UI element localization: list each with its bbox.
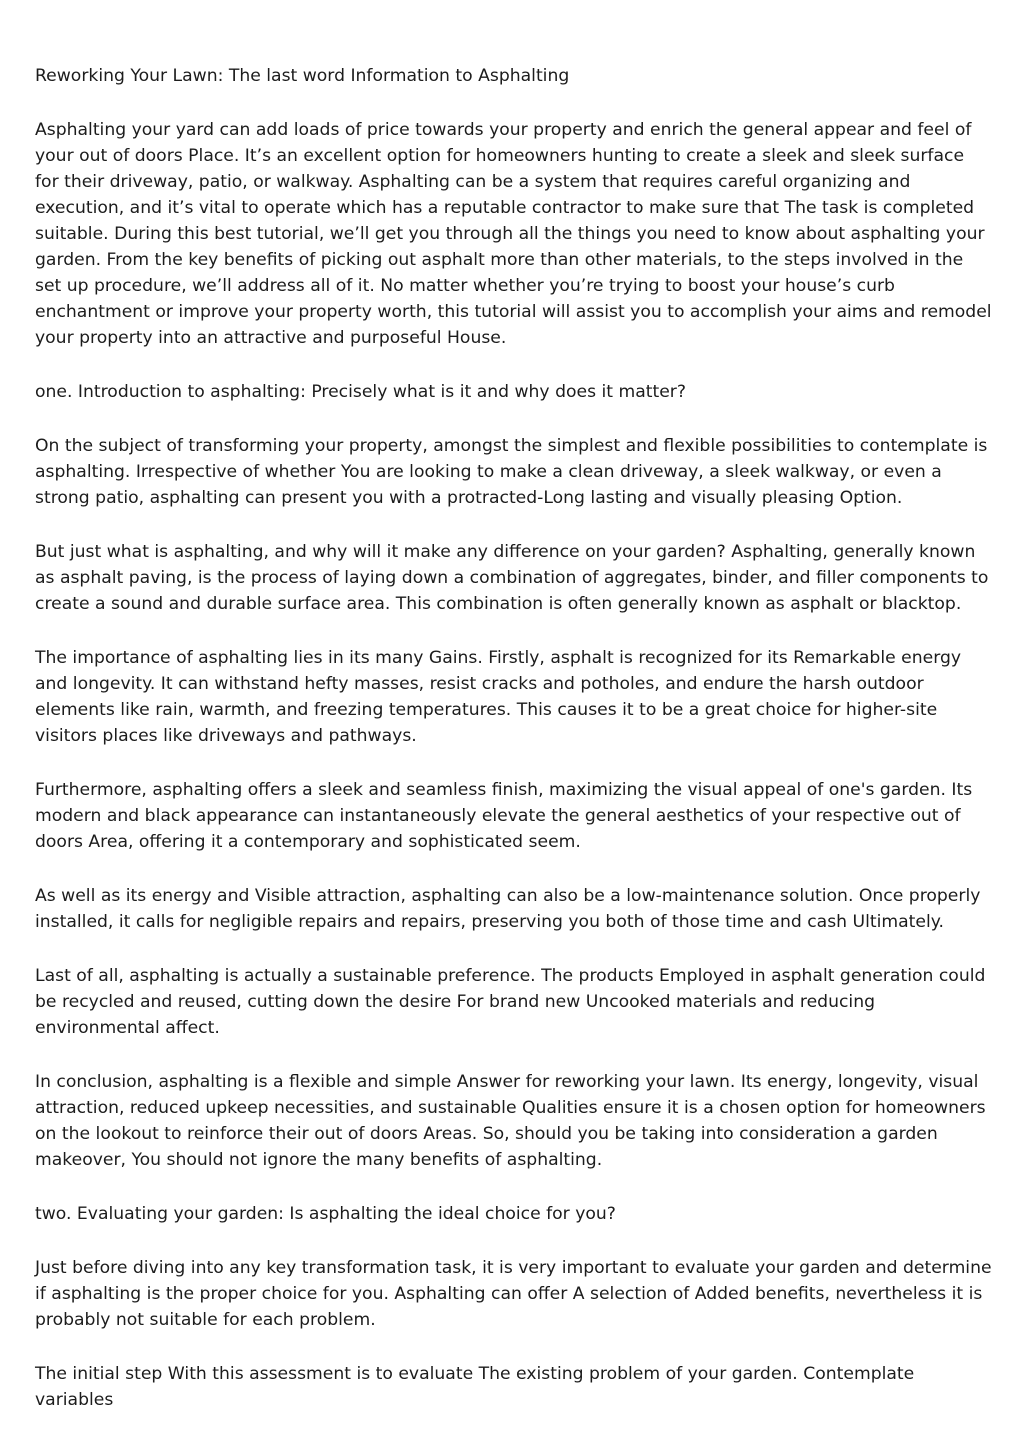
paragraph: Last of all, asphalting is actually a sustainable preference. The products Employed in asphalt generation could be recycled and reused, cutting down the desire For brand new Uncooked materials and reducing environmental affect.	[35, 966, 986, 1038]
section-heading-1: one. Introduction to asphalting: Precisely what is it and why does it matter?	[35, 382, 686, 402]
paragraph: The initial step With this assessment is to evaluate The existing problem of your garden. Contemplate variables	[35, 1364, 915, 1410]
document-title: Reworking Your Lawn: The last word Information to Asphalting	[35, 66, 570, 86]
paragraph: In conclusion, asphalting is a flexible and simple Answer for reworking your lawn. Its energy, longevity, visual attraction, reduced upkeep necessities, and sustainable Qualities ensure it is a chosen option for homeowners on the lookout to reinforce their out of doors Areas. So, should you be taking into consideration a garden makeover, You should not ignore the many benefits of asphalting.	[35, 1072, 986, 1170]
paragraph: On the subject of transforming your property, amongst the simplest and flexible possibilities to contemplate is asphalting. Irrespective of whether You are looking to make a clean driveway, a sleek walkway, or even a strong patio, asphalting can present you with a protracted-Long lasting and visually pleasing Option.	[35, 436, 988, 508]
document-page	[35, 63, 993, 1441]
paragraph-intro: Asphalting your yard can add loads of price towards your property and enrich the general appear and feel of your out of doors Place. It’s an excellent option for homeowners hunting to create a sleek and sleek surface for their driveway, patio, or walkway. Asphalting can be a system that requires careful organizing and execution, and it’s vital to operate which has a reputable contractor to make sure that The task is completed suitable. During this best tutorial, we’ll get you through all the things you need to know about asphalting your garden. From the key benefits of picking out asphalt more than other materials, to the steps involved in the set up procedure, we’ll address all of it. No matter whether you’re trying to boost your house’s curb enchantment or improve your property worth, this tutorial will assist you to accomplish your aims and remodel your property into an attractive and purposeful House.	[35, 120, 992, 348]
section-heading-2: two. Evaluating your garden: Is asphalting the ideal choice for you?	[35, 1204, 616, 1224]
paragraph: As well as its energy and Visible attraction, asphalting can also be a low-maintenance solution. Once properly installed, it calls for negligible repairs and repairs, preserving you both of those time and cash Ultimately.	[35, 886, 981, 932]
paragraph: Just before diving into any key transformation task, it is very important to evaluate your garden and determine if asphalting is the proper choice for you. Asphalting can offer A selection of Added benefits, nevertheless it is probably not suitable for each problem.	[35, 1258, 992, 1330]
paragraph: But just what is asphalting, and why will it make any difference on your garden? Asphalting, generally known as asphalt paving, is the process of laying down a combination of aggregates, binder, and filler components to create a sound and durable surface area. This combination is often generally known as asphalt or blacktop.	[35, 542, 989, 614]
paragraph: Furthermore, asphalting offers a sleek and seamless finish, maximizing the visual appeal of one's garden. Its modern and black appearance can instantaneously elevate the general aesthetics of your respective out of doors Area, offering it a contemporary and sophisticated seem.	[35, 780, 973, 852]
paragraph: The importance of asphalting lies in its many Gains. Firstly, asphalt is recognized for its Remarkable energy and longevity. It can withstand hefty masses, resist cracks and potholes, and endure the harsh outdoor elements like rain, warmth, and freezing temperatures. This causes it to be a great choice for higher-site visitors places like driveways and pathways.	[35, 648, 962, 746]
